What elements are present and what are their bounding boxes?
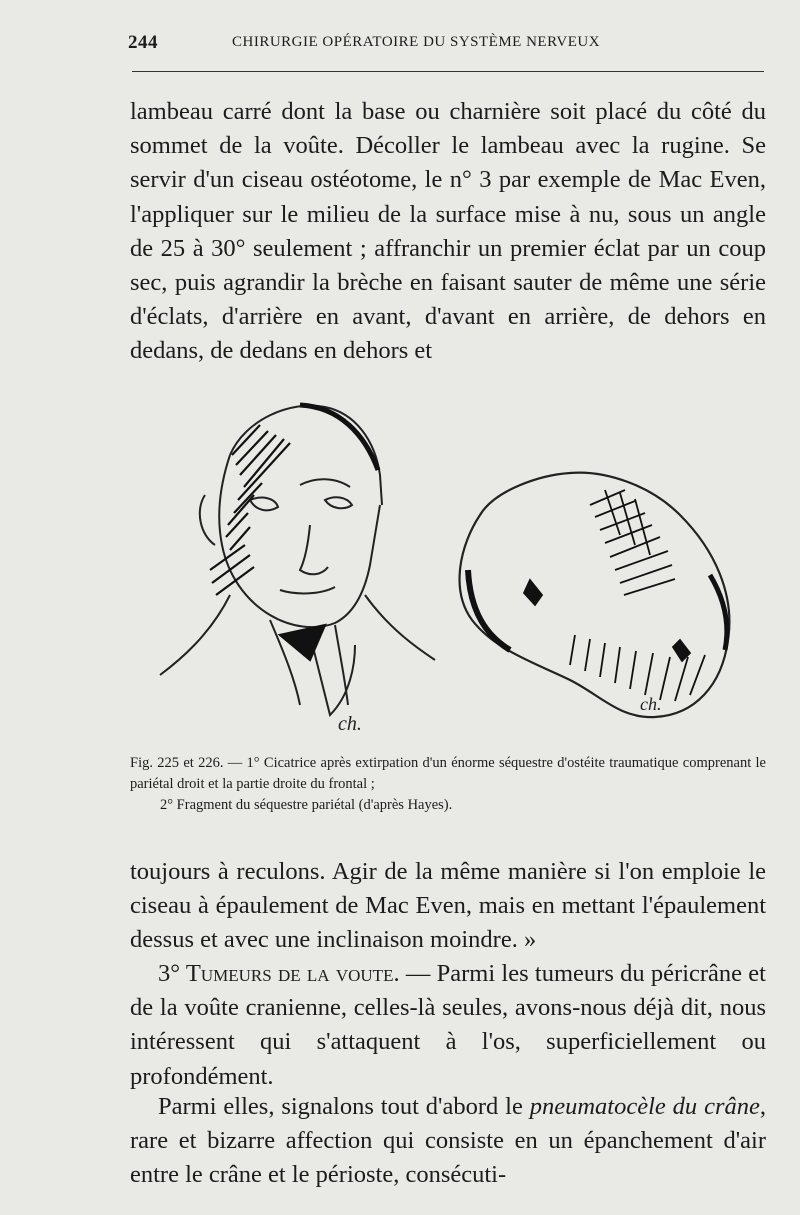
paragraph-4-end: , rare et bizarre affection qui consiste en un épanchement d'air entre le crâne et le périoste, consécuti- bbox=[130, 1093, 766, 1189]
paragraph-4 bbox=[130, 1090, 766, 1193]
sequestrum-hatching bbox=[468, 490, 727, 701]
sequestrum-drawing bbox=[460, 473, 730, 717]
term-pneumatocele: pneumatocèle du crâne bbox=[529, 1093, 760, 1120]
page-header bbox=[128, 30, 768, 60]
section-heading: 3° Tumeurs de la voute. bbox=[158, 960, 400, 987]
figure-illustration bbox=[150, 395, 770, 745]
caption-line-1: Fig. 225 et 226. — 1° Cicatrice après extirpation d'un énorme séquestre d'ostéite traumatique comprenant le pariétal droit et la partie droite du frontal ; bbox=[130, 755, 766, 792]
running-title: CHIRURGIE OPÉRATOIRE DU SYSTÈME NERVEUX bbox=[232, 34, 601, 50]
page-number: 244 bbox=[128, 32, 158, 53]
figure-caption bbox=[130, 753, 766, 816]
paragraph-3 bbox=[130, 957, 766, 1094]
header-rule bbox=[132, 71, 764, 72]
caption-line-2: 2° Fragment du séquestre pariétal (d'après Hayes). bbox=[160, 797, 453, 813]
paragraph-4-start: Parmi elles, signalons tout d'abord le bbox=[158, 1093, 530, 1120]
paragraph-3-text: — Parmi les tumeurs du péricrâne et de la voûte cranienne, celles-là seules, avons-nous déjà dit, nous intéressent qui s'attaquent à l'os, superficiellement ou profondément. bbox=[130, 960, 766, 1090]
paragraph-2: toujours à reculons. Agir de la même manière si l'on emploie le ciseau à épaulement de Mac Even, mais en mettant l'épaulement dessus et avec une inclinaison moindre. » bbox=[130, 858, 766, 954]
signature-right: ch. bbox=[640, 694, 662, 714]
signature-left: ch. bbox=[338, 713, 362, 735]
paragraph-1: lambeau carré dont la base ou charnière soit placé du côté du sommet de la voûte. Décoller le lambeau avec la rugine. Se servir d'un ciseau ostéotome, le n° 3 par exemple de Mac Even, l'appliquer sur le milieu de la surface mise à nu, sous un angle de 25 à 30° seulement ; affranchir un premier éclat par un coup sec, puis agrandir la brèche en faisant sauter de même une série d'éclats, d'arrière en avant, d'avant en arrière, de dehors en dedans, de dedans en dehors et bbox=[130, 98, 766, 365]
head-drawing bbox=[160, 406, 435, 715]
